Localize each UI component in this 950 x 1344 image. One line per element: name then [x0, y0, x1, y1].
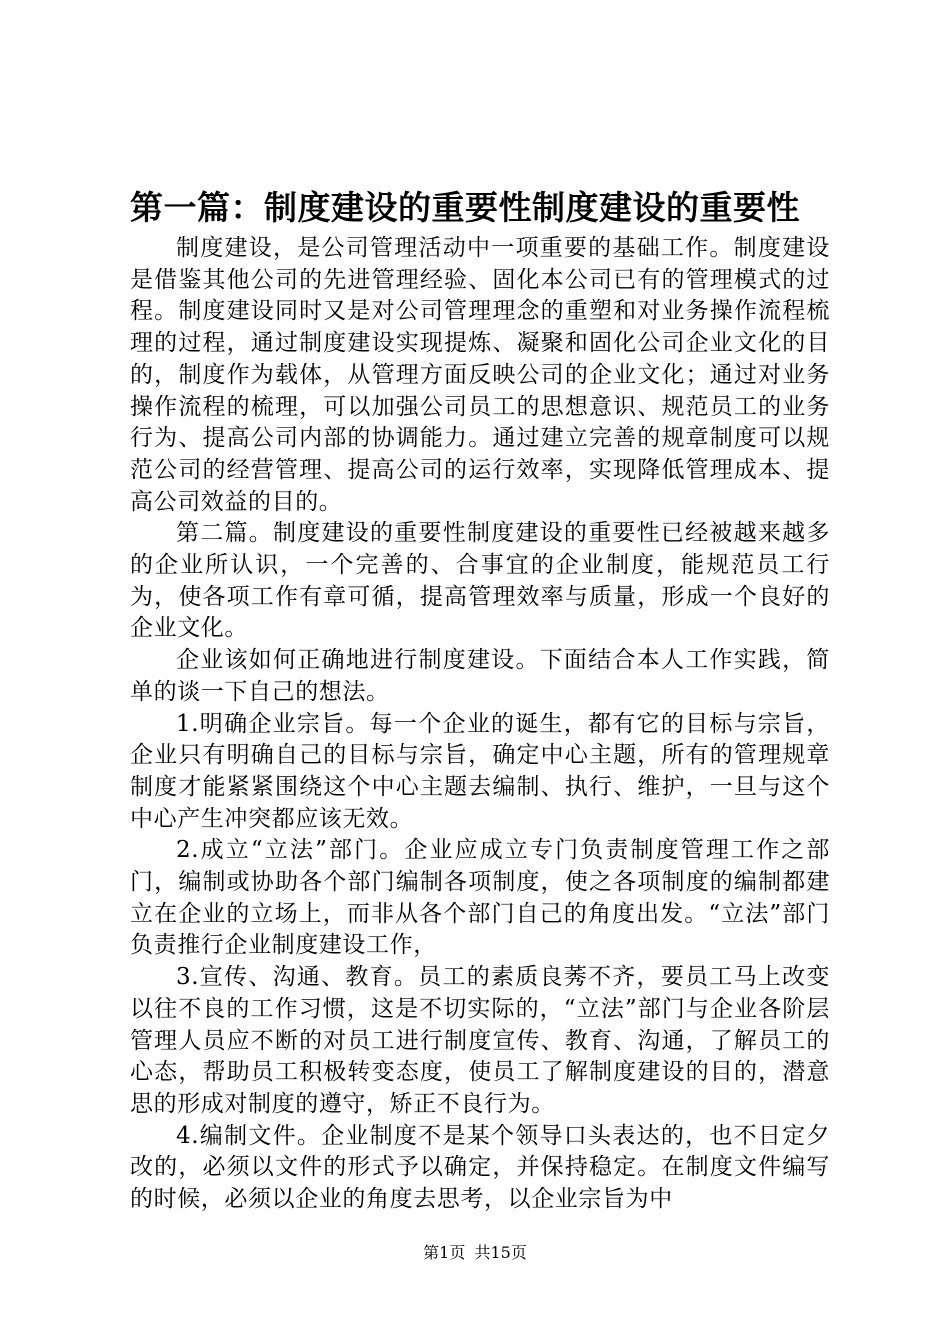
paragraph-3: 企业该如何正确地进行制度建设。下面结合本人工作实践，简单的谈一下自己的想法。 [130, 647, 830, 705]
paragraph-6: 3.宣传、沟通、教育。员工的素质良莠不齐，要员工马上改变以往不良的工作习惯，这是不切实际的，“立法”部门与企业各阶层管理人员应不断的对员工进行制度宣传、教育、沟通，了解员工的心态，帮助员工积极转变态度，使员工了解制度建设的目的，潜意思的形成对制度的遵守，矫正不良行为。 [130, 964, 830, 1117]
paragraph-7: 4.编制文件。企业制度不是某个领导口头表达的，也不日定夕改的，必须以文件的形式予以确定，并保持稳定。在制度文件编写的时候，必须以企业的角度去思考，以企业宗旨为中 [130, 1122, 830, 1213]
paragraph-2: 第二篇。制度建设的重要性制度建设的重要性已经被越来越多的企业所认识，一个完善的、合事宜的企业制度，能规范员工行为，使各项工作有章可循，提高管理效率与质量，形成一个良好的企业文化。 [130, 520, 830, 642]
page-footer [0, 1243, 950, 1263]
page-number: 第1页 [423, 1243, 466, 1262]
paragraph-5: 2.成立“立法”部门。企业应成立专门负责制度管理工作之部门，编制或协助各个部门编制各项制度，使之各项制度的编制都建立在企业的立场上，而非从各个部门自己的角度出发。“立法”部门负责推行企业制度建设工作， [130, 837, 830, 959]
document-title: 第一篇：制度建设的重要性制度建设的重要性 [130, 188, 800, 227]
document-body [130, 233, 830, 1216]
document-page [130, 185, 830, 1216]
paragraph-4: 1.明确企业宗旨。每一个企业的诞生，都有它的目标与宗旨，企业只有明确自己的目标与宗旨，确定中心主题，所有的管理规章制度才能紧紧围绕这个中心主题去编制、执行、维护，一旦与这个中心产生冲突都应该无效。 [130, 710, 830, 832]
page-total: 共15页 [474, 1243, 527, 1262]
paragraph-1: 制度建设，是公司管理活动中一项重要的基础工作。制度建设是借鉴其他公司的先进管理经验、固化本公司已有的管理模式的过程。制度建设同时又是对公司管理理念的重塑和对业务操作流程梳理的过程，通过制度建设实现提炼、凝聚和固化公司企业文化的目的，制度作为载体，从管理方面反映公司的企业文化；通过对业务操作流程的梳理，可以加强公司员工的思想意识、规范员工的业务行为、提高公司内部的协调能力。通过建立完善的规章制度可以规范公司的经营管理、提高公司的运行效率，实现降低管理成本、提高公司效益的目的。 [130, 235, 830, 515]
